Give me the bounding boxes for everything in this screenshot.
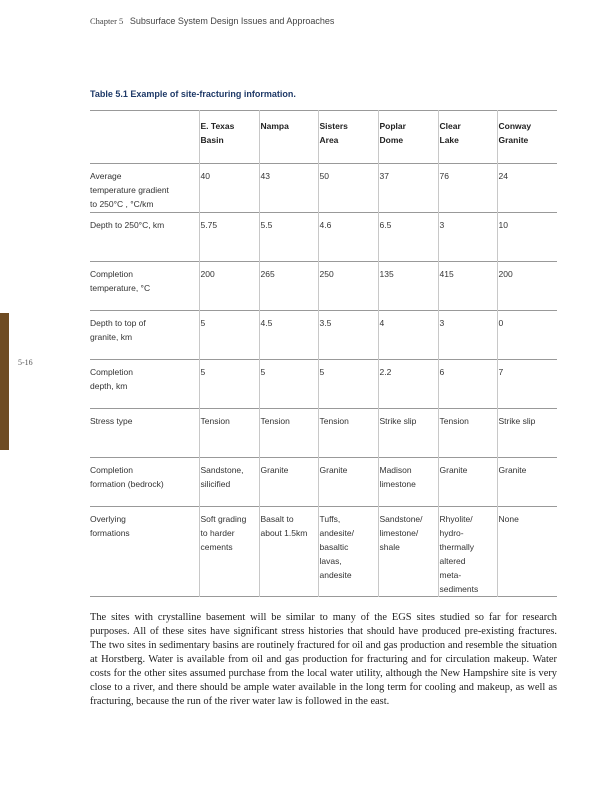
table-cell: 5 (199, 311, 259, 360)
table-cell: Strike slip (378, 409, 438, 458)
table-row (90, 311, 557, 360)
table-cell: 4 (378, 311, 438, 360)
table-cell: 5 (259, 360, 318, 409)
table-cell: 6 (438, 360, 497, 409)
site-fracturing-table (90, 110, 557, 597)
column-header-site: Nampa (259, 111, 318, 164)
table-cell: 43 (259, 164, 318, 213)
table-cell: 135 (378, 262, 438, 311)
chapter-title: Subsurface System Design Issues and Approaches (129, 16, 335, 26)
table-row (90, 458, 557, 507)
body-paragraph: The sites with crystalline basement will be similar to many of the EGS sites studied so far for research purposes. All of these sites have significant stress histories that should have produced pre-existing fractures. The two sites in sedimentary basins are routinely fractured for oil and gas production and resemble the situation at Horstberg. Water is available from oil and gas production for fracturing and for circulation makeup. Water costs for the other sites assumed purchase from the local water utility, although the New Hampshire site is very close to a river, and there should be ample water available in the long term for cooling and makeup, as well as fracturing, because the run of the river water law is followed in the east. (90, 612, 557, 707)
page-number: 5-16 (18, 358, 33, 367)
table-cell: 37 (378, 164, 438, 213)
row-label-cell: Average temperature gradient to 250°C , °C/km (90, 171, 169, 209)
table-cell: Granite (438, 458, 497, 507)
table-cell: 2.2 (378, 360, 438, 409)
table-cell: Sandstone/ limestone/ shale (378, 507, 438, 597)
table-cell: Tension (318, 409, 378, 458)
table-cell: 10 (497, 213, 557, 262)
row-label-cell: Overlying formations (90, 514, 130, 538)
table-cell: 50 (318, 164, 378, 213)
table-cell: Granite (318, 458, 378, 507)
table-cell: 4.5 (259, 311, 318, 360)
column-header-site: Conway Granite (497, 111, 557, 164)
table-cell: Madison limestone (378, 458, 438, 507)
table-cell: Tension (199, 409, 259, 458)
table-cell: Tuffs, andesite/ basaltic lavas, andesite (318, 507, 378, 597)
table-row (90, 409, 557, 458)
table-cell: 415 (438, 262, 497, 311)
table-row (90, 360, 557, 409)
table-cell: Tension (438, 409, 497, 458)
table-cell: 3.5 (318, 311, 378, 360)
table-cell: 200 (199, 262, 259, 311)
column-header-site: E. Texas Basin (199, 111, 259, 164)
table-cell: Rhyolite/ hydro- thermally altered meta- sediments (438, 507, 497, 597)
table-row (90, 164, 557, 213)
corner-header-cell (90, 111, 199, 164)
row-label-cell: Stress type (90, 416, 133, 426)
table-cell: None (497, 507, 557, 597)
table-cell: Tension (259, 409, 318, 458)
table-row (90, 262, 557, 311)
table-cell: 0 (497, 311, 557, 360)
table-cell: Granite (259, 458, 318, 507)
table-header-row (90, 111, 557, 164)
table-cell: 40 (199, 164, 259, 213)
table-cell: 5 (199, 360, 259, 409)
table-cell: 6.5 (378, 213, 438, 262)
table-cell: 200 (497, 262, 557, 311)
row-label-cell: Completion temperature, °C (90, 269, 151, 293)
table-row (90, 507, 557, 597)
table-cell: 3 (438, 213, 497, 262)
table-cell: 76 (438, 164, 497, 213)
table-row (90, 213, 557, 262)
row-label-cell: Depth to top of granite, km (90, 318, 146, 342)
running-header (90, 16, 334, 26)
column-header-site: Clear Lake (438, 111, 497, 164)
table-cell: Basalt to about 1.5km (259, 507, 318, 597)
table-title: Table 5.1 Example of site-fracturing information. (90, 89, 296, 99)
chapter-label: Chapter 5 (90, 16, 124, 26)
table-cell: Granite (497, 458, 557, 507)
table-cell: 7 (497, 360, 557, 409)
page-edge-tab (0, 313, 9, 450)
table-cell: 265 (259, 262, 318, 311)
row-label-cell: Completion depth, km (90, 367, 133, 391)
table-cell: 24 (497, 164, 557, 213)
column-header-site: Poplar Dome (378, 111, 438, 164)
table-cell: Sandstone, silicified (199, 458, 259, 507)
table-cell: 5.5 (259, 213, 318, 262)
table-cell: 250 (318, 262, 378, 311)
table-cell: 5 (318, 360, 378, 409)
table-cell: 3 (438, 311, 497, 360)
table-cell: Strike slip (497, 409, 557, 458)
row-label-cell: Completion formation (bedrock) (90, 465, 164, 489)
table-cell: Soft grading to harder cements (199, 507, 259, 597)
table-cell: 5.75 (199, 213, 259, 262)
column-header-site: Sisters Area (318, 111, 378, 164)
table-cell: 4.6 (318, 213, 378, 262)
row-label-cell: Depth to 250°C, km (90, 220, 165, 230)
